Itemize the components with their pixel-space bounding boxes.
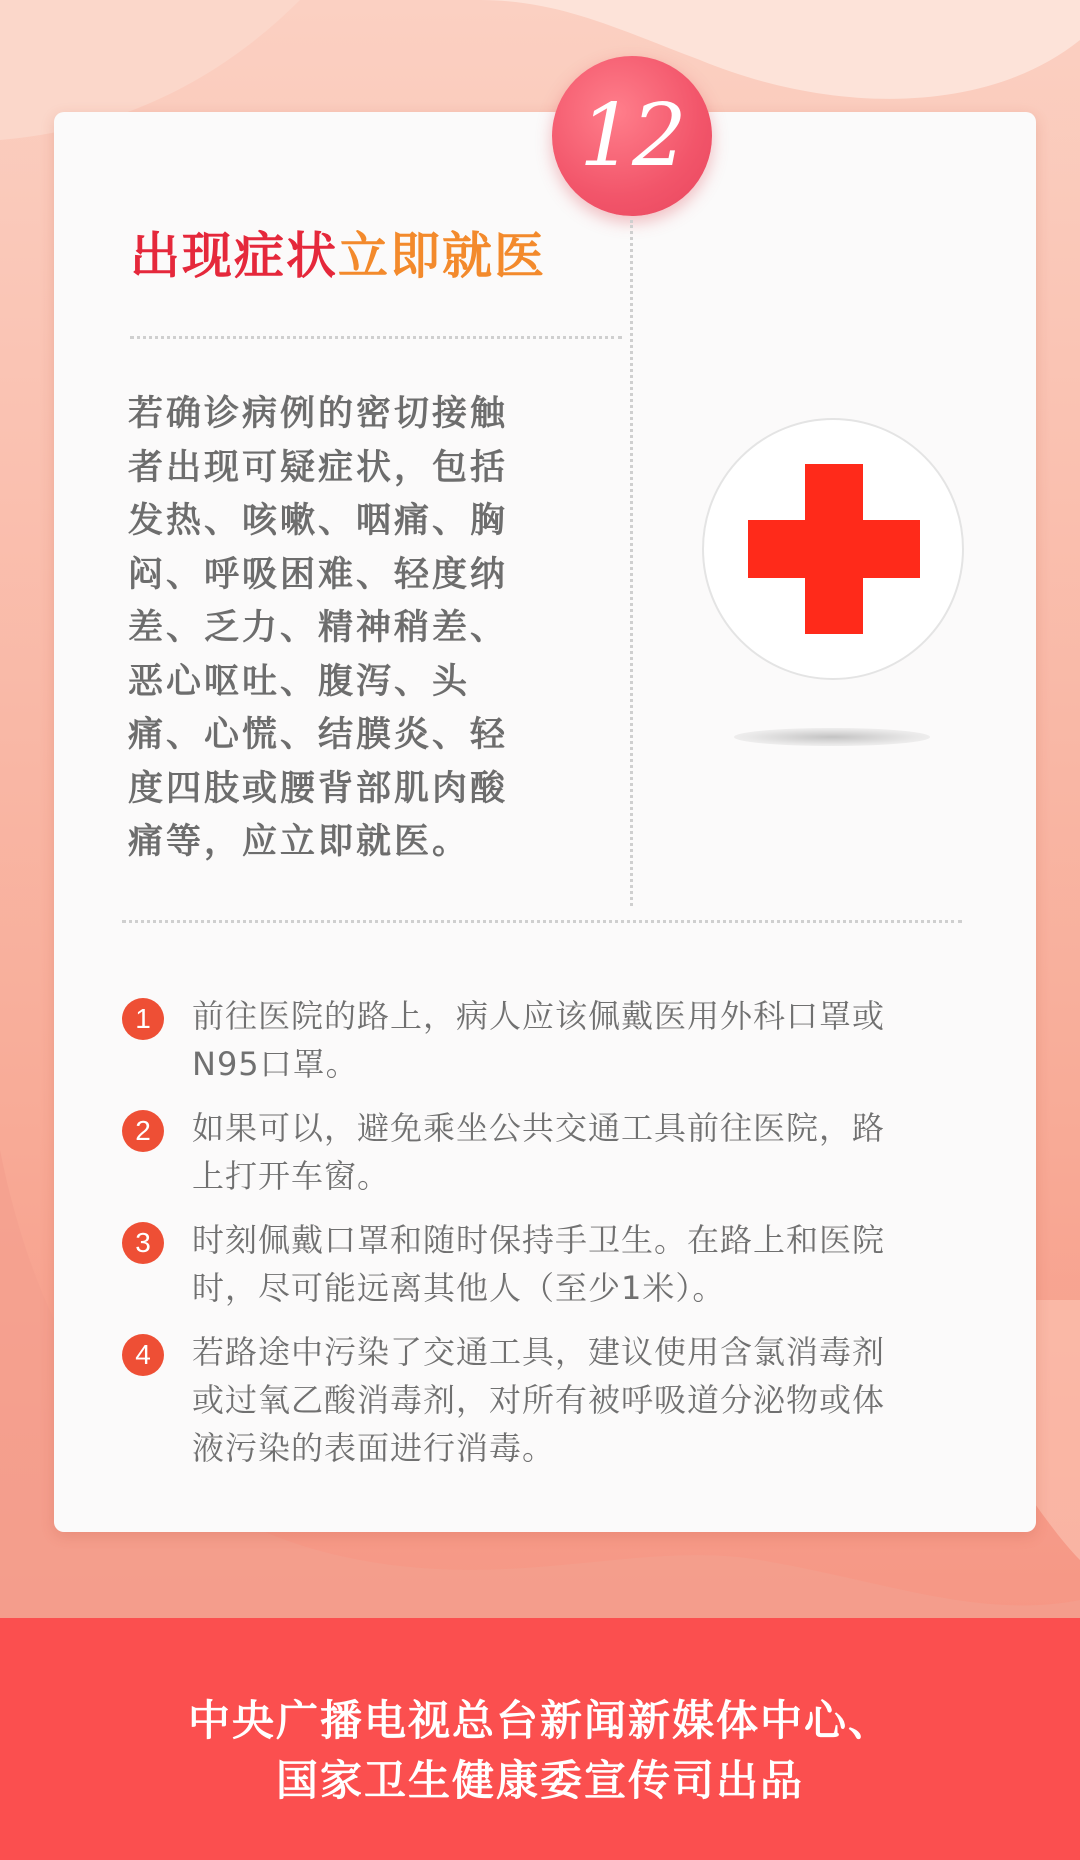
list-item <box>122 1216 972 1312</box>
description-line: 恶心呕吐、腹泻、头 <box>128 661 471 702</box>
divider-top <box>130 336 622 339</box>
list-item <box>122 1328 972 1472</box>
number-circle-icon: 4 <box>122 1334 164 1376</box>
description-line: 度四肢或腰背部肌肉酸 <box>128 768 509 809</box>
tip-line: 液污染的表面进行消毒。 <box>192 1429 556 1467</box>
number-circle-icon: 1 <box>122 998 164 1040</box>
divider-bottom <box>122 920 962 923</box>
tip-line: N95口罩。 <box>192 1045 359 1083</box>
tip-line: 如果可以，避免乘坐公共交通工具前往医院，路 <box>192 1109 886 1147</box>
list-item <box>122 992 972 1088</box>
description-line: 痛等，应立即就医。 <box>128 822 471 862</box>
tip-line: 上打开车窗。 <box>192 1157 391 1195</box>
symptom-description <box>128 388 558 870</box>
cross-horizontal-bar <box>748 520 920 578</box>
description-line: 者出现可疑症状，包括 <box>128 447 509 488</box>
tip-line: 前往医院的路上，病人应该佩戴医用外科口罩或 <box>192 997 886 1035</box>
description-line: 若确诊病例的密切接触 <box>128 394 509 434</box>
description-line: 闷、呼吸困难、轻度纳 <box>128 554 509 595</box>
icon-shadow <box>734 728 930 746</box>
step-number: 12 <box>579 86 685 186</box>
list-item <box>122 1104 972 1200</box>
divider-vertical <box>630 220 633 906</box>
tip-line: 时刻佩戴口罩和随时保持手卫生。在路上和医院 <box>192 1221 886 1259</box>
description-line: 痛、心慌、结膜炎、轻 <box>128 715 509 755</box>
tip-line: 若路途中污染了交通工具，建议使用含氯消毒剂 <box>192 1333 886 1371</box>
tip-line: 或过氧乙酸消毒剂，对所有被呼吸道分泌物或体 <box>192 1381 886 1419</box>
step-number-badge <box>552 56 712 216</box>
footer-credits <box>0 1618 1080 1860</box>
tips-list <box>122 992 972 1488</box>
description-line: 差、乏力、精神稍差、 <box>128 608 509 648</box>
tip-line: 时，尽可能远离其他人（至少1米）。 <box>192 1269 726 1307</box>
title-part-red: 出现症状 <box>130 227 338 285</box>
footer-line-1: 中央广播电视总台新闻新媒体中心、 <box>187 1696 892 1745</box>
title-part-orange: 立即就医 <box>338 227 546 285</box>
number-circle-icon: 2 <box>122 1110 164 1152</box>
footer-line-2: 国家卫生健康委宣传司出品 <box>275 1756 804 1805</box>
red-cross-icon <box>702 418 964 680</box>
description-line: 发热、咳嗽、咽痛、胸 <box>128 501 509 541</box>
page-title <box>130 216 546 288</box>
number-circle-icon: 3 <box>122 1222 164 1264</box>
